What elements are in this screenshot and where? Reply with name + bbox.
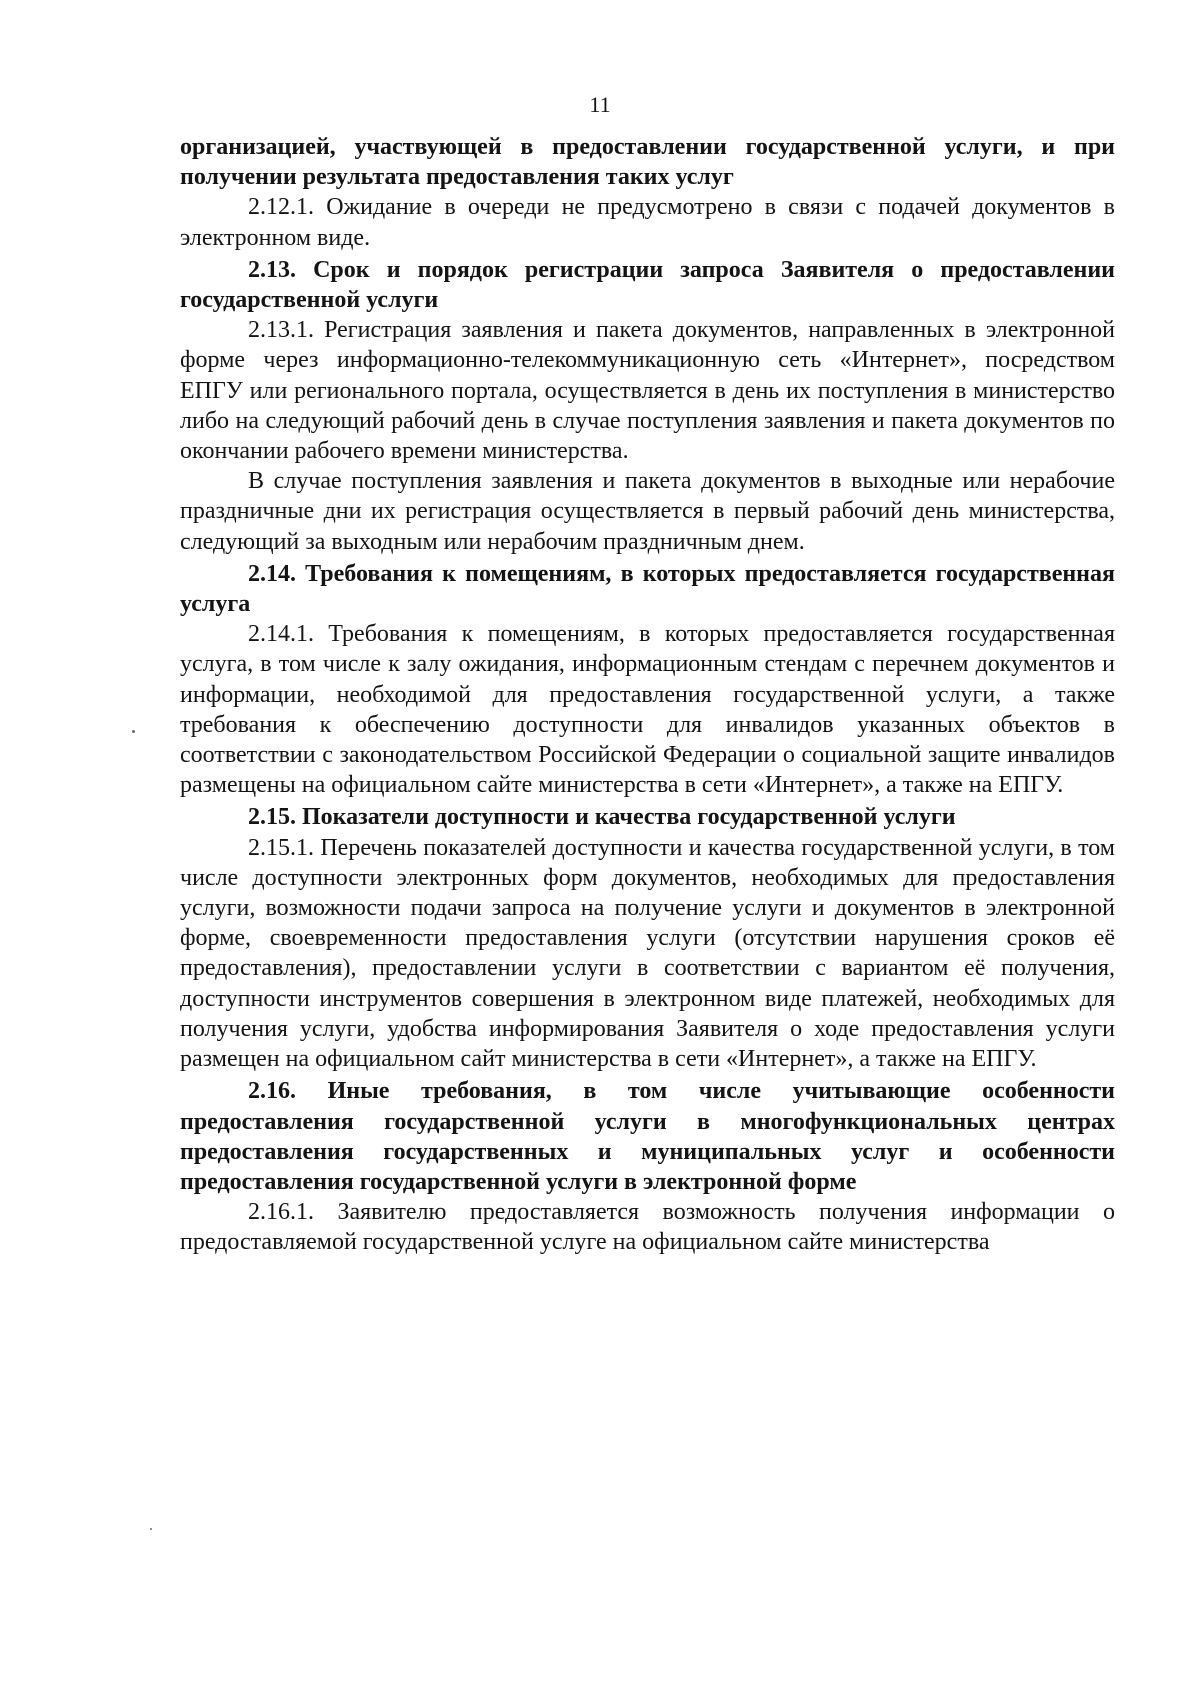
paragraph-2-13-1: 2.13.1. Регистрация заявления и пакета документов, направленных в электронной форме через информационно-телекоммуникационную сеть «Интернет», посредством ЕПГУ или регионального портала, осуществляется в день их поступления в министерство либо на следующий рабочий день в случае поступления заявления и пакета документов по окончании рабочего времени министерства.: [180, 317, 1115, 465]
heading-2-16: 2.16. Иные требования, в том числе учитывающие особенности предоставления государственной услуги в многофункциональных центрах предоставления государственных и муниципальных услуг и особенности предоставления государственной услуги в электронной форме: [180, 1078, 1115, 1195]
document-body: [180, 132, 1115, 1258]
paragraph-2-15-1: 2.15.1. Перечень показателей доступности и качества государственной услуги, в том числе доступности электронных форм документов, необходимых для предоставления услуги, возможности подачи запроса на получение услуги и документов в электронной форме, своевременности предоставления услуги (отсутствии нарушения сроков её предоставления), предоставлении услуги в соответствии с вариантом её получения, доступности инструментов совершения в электронном виде платежей, необходимых для получения услуги, удобства информирования Заявителя о ходе предоставления услуги размещен на официальном сайт министерства в сети «Интернет», а также на ЕПГУ.: [180, 834, 1115, 1073]
heading-2-14: 2.14. Требования к помещениям, в которых предоставляется государственная услуга: [180, 560, 1115, 618]
heading-2-15: 2.15. Показатели доступности и качества государственной услуги: [248, 804, 956, 831]
paragraph-2-16-1: 2.16.1. Заявителю предоставляется возможность получения информации о предоставляемой государственной услуге на официальном сайте министерства: [180, 1199, 1115, 1256]
paragraph-2-13-weekend: В случае поступления заявления и пакета документов в выходные или нерабочие праздничные дни их регистрация осуществляется в первый рабочий день министерства, следующий за выходным или нерабочим праздничным днем.: [180, 468, 1115, 555]
heading-2-13: 2.13. Срок и порядок регистрации запроса Заявителя о предоставлении государственной услуги: [180, 256, 1115, 314]
page-number: 11: [589, 92, 611, 117]
paragraph-2-12-1: 2.12.1. Ожидание в очереди не предусмотрено в связи с подачей документов в электронном виде.: [180, 194, 1115, 251]
scan-speck: [132, 730, 135, 733]
paragraph-2-14-1: 2.14.1. Требования к помещениям, в которых предоставляется государственная услуга, в том числе к залу ожидания, информационным стендам с перечнем документов и информации, необходимой для предоставления государственной услуги, а также требования к обеспечению доступности для инвалидов указанных объектов в соответствии с законодательством Российской Федерации о социальной защите инвалидов размещены на официальном сайте министерства в сети «Интернет», а также на ЕПГУ.: [180, 621, 1115, 799]
heading-continuation-2-12: организацией, участвующей в предоставлении государственной услуги, и при получении результата предоставления таких услуг: [180, 134, 1115, 191]
scan-speck: [150, 1528, 152, 1530]
